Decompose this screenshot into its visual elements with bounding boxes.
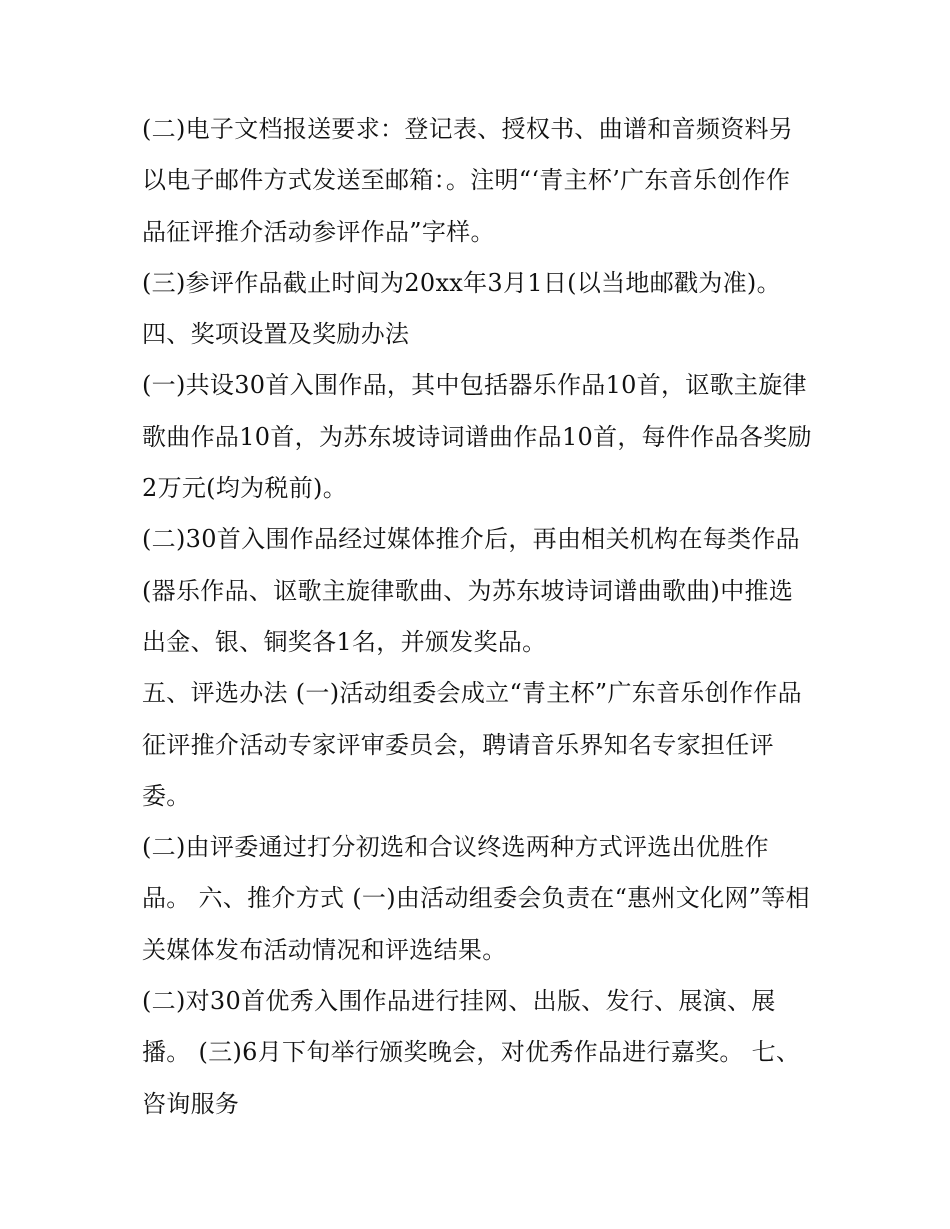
paragraph-selection-method: 五、评选办法 (一)活动组委会成立“青主杯”广东音乐创作作品征评推介活动专家评审委员会，聘请音乐界知名专家担任评委。: [142, 679, 802, 810]
document-body: [142, 104, 814, 1130]
paragraph-e-document-submission: (二)电子文档报送要求：登记表、授权书、曲谱和音频资料另以电子邮件方式发送至邮箱：。注明“‘青主杯’广东音乐创作作品征评推介活动参评作品”字样。: [142, 115, 794, 246]
paragraph-medals: (二)30首入围作品经过媒体推介后，再由相关机构在每类作品(器乐作品、讴歌主旋律歌曲、为苏东坡诗词谱曲歌曲)中推选出金、银、铜奖各1名，并颁发奖品。: [142, 525, 800, 656]
paragraph-shortlist: (一)共设30首入围作品，其中包括器乐作品10首，讴歌主旋律歌曲作品10首，为苏东坡诗词谱曲作品10首，每件作品各奖励2万元(均为税前)。: [142, 371, 812, 503]
paragraph-judging-and-promotion: (二)由评委通过打分初选和合议终选两种方式评选出优胜作品。 六、推介方式 (一)由活动组委会负责在“惠州文化网”等相关媒体发布活动情况和评选结果。: [142, 833, 810, 964]
paragraph-deadline: (三)参评作品截止时间为20xx年3月1日(以当地邮戳为准)。: [142, 268, 781, 297]
paragraph-publication-and-consulting: (二)对30首优秀入围作品进行挂网、出版、发行、展演、展播。 (三)6月下旬举行颁奖晚会，对优秀作品进行嘉奖。 七、咨询服务: [142, 987, 801, 1118]
section-heading-awards: 四、奖项设置及奖励办法: [142, 320, 410, 349]
